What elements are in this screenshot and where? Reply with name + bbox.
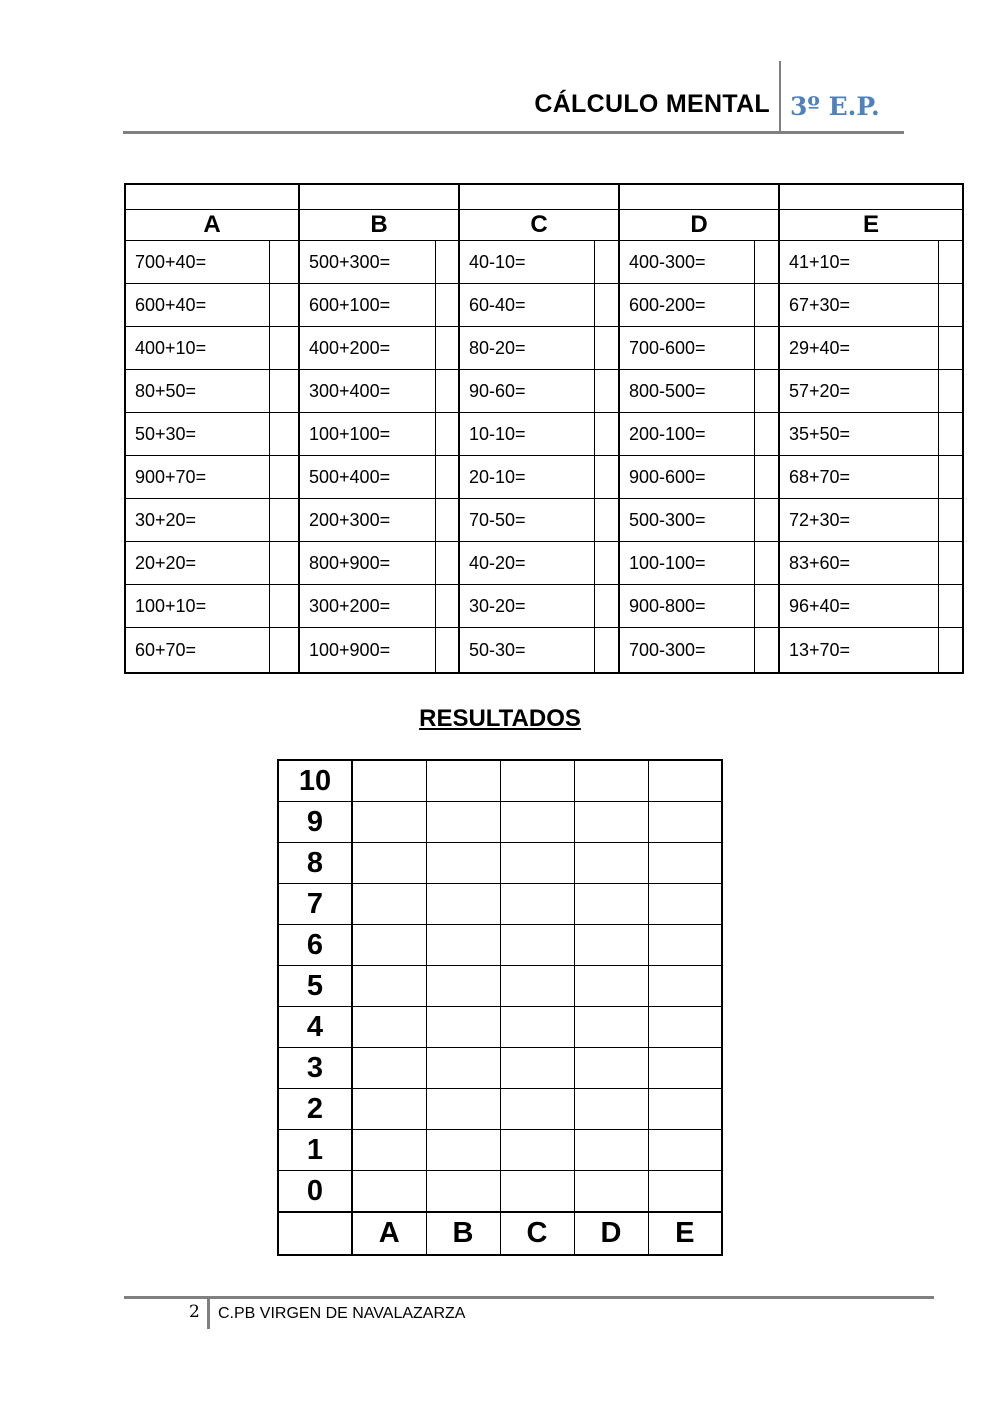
result-cell[interactable] — [352, 1130, 426, 1171]
column-header-d: D — [619, 210, 779, 241]
table-row — [125, 628, 963, 674]
score-row — [278, 966, 722, 1007]
table-row — [125, 585, 963, 628]
operation-cell: 30-20= — [459, 585, 594, 628]
table-row — [125, 327, 963, 370]
operation-cell: 700+40= — [125, 241, 269, 284]
score-label: 3 — [278, 1048, 352, 1089]
result-cell[interactable] — [574, 843, 648, 884]
table-row — [125, 370, 963, 413]
table-row — [125, 542, 963, 585]
answer-box[interactable] — [594, 413, 619, 456]
result-cell[interactable] — [574, 1089, 648, 1130]
answer-box[interactable] — [269, 499, 299, 542]
operation-cell: 800-500= — [619, 370, 754, 413]
operation-cell: 100+10= — [125, 585, 269, 628]
results-column-e: E — [648, 1212, 722, 1255]
result-cell[interactable] — [426, 1171, 500, 1213]
result-cell[interactable] — [648, 1007, 722, 1048]
result-cell[interactable] — [352, 966, 426, 1007]
answer-box[interactable] — [754, 327, 779, 370]
column-header-row — [125, 210, 963, 241]
result-cell[interactable] — [500, 1130, 574, 1171]
score-row — [278, 1130, 722, 1171]
score-label: 9 — [278, 802, 352, 843]
table-row — [125, 284, 963, 327]
result-cell[interactable] — [574, 1007, 648, 1048]
score-label: 1 — [278, 1130, 352, 1171]
result-cell[interactable] — [648, 925, 722, 966]
column-header-b: B — [299, 210, 459, 241]
answer-box[interactable] — [435, 284, 459, 327]
result-cell[interactable] — [648, 884, 722, 925]
answer-box[interactable] — [938, 370, 963, 413]
result-cell[interactable] — [426, 966, 500, 1007]
answer-box[interactable] — [269, 413, 299, 456]
page-title: CÁLCULO MENTAL — [534, 90, 770, 118]
answer-box[interactable] — [938, 327, 963, 370]
answer-box[interactable] — [938, 542, 963, 585]
result-cell[interactable] — [352, 1089, 426, 1130]
result-cell[interactable] — [648, 760, 722, 802]
answer-box[interactable] — [269, 241, 299, 284]
column-header-e: E — [779, 210, 963, 241]
answer-box[interactable] — [594, 327, 619, 370]
operation-cell: 80-20= — [459, 327, 594, 370]
operation-cell: 300+400= — [299, 370, 435, 413]
result-cell[interactable] — [500, 884, 574, 925]
score-row — [278, 802, 722, 843]
answer-box[interactable] — [754, 413, 779, 456]
page-number: 2 — [189, 1302, 200, 1322]
operation-cell: 300+200= — [299, 585, 435, 628]
result-cell[interactable] — [500, 1089, 574, 1130]
answer-box[interactable] — [594, 542, 619, 585]
operation-cell: 96+40= — [779, 585, 938, 628]
answer-box[interactable] — [594, 284, 619, 327]
operation-cell: 400+10= — [125, 327, 269, 370]
operation-cell: 100-100= — [619, 542, 754, 585]
result-cell[interactable] — [500, 1007, 574, 1048]
result-cell[interactable] — [648, 966, 722, 1007]
result-cell[interactable] — [352, 1048, 426, 1089]
table-row — [125, 241, 963, 284]
answer-box[interactable] — [938, 585, 963, 628]
results-column-b: B — [426, 1212, 500, 1255]
operation-cell: 90-60= — [459, 370, 594, 413]
answer-box[interactable] — [938, 284, 963, 327]
answer-box[interactable] — [435, 327, 459, 370]
results-column-a: A — [352, 1212, 426, 1255]
result-cell[interactable] — [426, 925, 500, 966]
score-label: 2 — [278, 1089, 352, 1130]
result-cell[interactable] — [574, 925, 648, 966]
answer-box[interactable] — [754, 585, 779, 628]
answer-box[interactable] — [594, 456, 619, 499]
answer-box[interactable] — [435, 499, 459, 542]
operation-cell: 200+300= — [299, 499, 435, 542]
results-table — [277, 759, 723, 1256]
answer-box[interactable] — [269, 370, 299, 413]
answer-box[interactable] — [269, 585, 299, 628]
result-cell[interactable] — [426, 802, 500, 843]
corner-cell — [278, 1212, 352, 1255]
result-cell[interactable] — [352, 1171, 426, 1213]
result-cell[interactable] — [648, 843, 722, 884]
score-label: 8 — [278, 843, 352, 884]
table-row — [125, 499, 963, 542]
operation-cell: 100+900= — [299, 628, 435, 674]
score-row — [278, 843, 722, 884]
answer-box[interactable] — [269, 284, 299, 327]
score-label: 0 — [278, 1171, 352, 1213]
result-cell[interactable] — [352, 760, 426, 802]
operation-cell: 41+10= — [779, 241, 938, 284]
school-name: C.PB VIRGEN DE NAVALAZARZA — [218, 1305, 466, 1322]
answer-box[interactable] — [435, 585, 459, 628]
answer-box[interactable] — [594, 585, 619, 628]
operation-cell: 83+60= — [779, 542, 938, 585]
result-cell[interactable] — [574, 884, 648, 925]
result-cell[interactable] — [574, 966, 648, 1007]
answer-box[interactable] — [754, 456, 779, 499]
column-header-a: A — [125, 210, 299, 241]
answer-box[interactable] — [754, 370, 779, 413]
results-title: RESULTADOS — [419, 705, 581, 732]
result-cell[interactable] — [352, 884, 426, 925]
result-cell[interactable] — [500, 966, 574, 1007]
result-cell[interactable] — [352, 802, 426, 843]
score-row — [278, 884, 722, 925]
result-cell[interactable] — [352, 1007, 426, 1048]
operation-cell: 200-100= — [619, 413, 754, 456]
answer-box[interactable] — [269, 456, 299, 499]
score-label: 7 — [278, 884, 352, 925]
score-label: 5 — [278, 966, 352, 1007]
answer-box[interactable] — [594, 370, 619, 413]
operation-cell: 20+20= — [125, 542, 269, 585]
operation-cell: 900+70= — [125, 456, 269, 499]
answer-box[interactable] — [594, 241, 619, 284]
calculation-table — [124, 183, 964, 674]
operation-cell: 700-300= — [619, 628, 754, 674]
answer-box[interactable] — [269, 542, 299, 585]
table-row — [125, 413, 963, 456]
score-label: 10 — [278, 760, 352, 802]
operation-cell: 57+20= — [779, 370, 938, 413]
result-cell[interactable] — [500, 802, 574, 843]
operation-cell: 700-600= — [619, 327, 754, 370]
result-cell[interactable] — [500, 1048, 574, 1089]
column-header-c: C — [459, 210, 619, 241]
header-rule — [123, 131, 904, 134]
operation-cell: 900-600= — [619, 456, 754, 499]
result-cell[interactable] — [500, 760, 574, 802]
result-cell[interactable] — [574, 1048, 648, 1089]
operation-cell: 100+100= — [299, 413, 435, 456]
result-cell[interactable] — [426, 1130, 500, 1171]
operation-cell: 60-40= — [459, 284, 594, 327]
score-label: 4 — [278, 1007, 352, 1048]
result-cell[interactable] — [648, 1089, 722, 1130]
operation-cell: 600-200= — [619, 284, 754, 327]
answer-box[interactable] — [754, 241, 779, 284]
footer-rule — [124, 1296, 934, 1299]
operation-cell: 50+30= — [125, 413, 269, 456]
answer-box[interactable] — [435, 413, 459, 456]
answer-box[interactable] — [269, 327, 299, 370]
operation-cell: 40-10= — [459, 241, 594, 284]
answer-box[interactable] — [435, 370, 459, 413]
score-row — [278, 1171, 722, 1213]
answer-box[interactable] — [269, 628, 299, 674]
answer-box[interactable] — [435, 456, 459, 499]
answer-box[interactable] — [594, 628, 619, 674]
result-cell[interactable] — [500, 843, 574, 884]
results-column-c: C — [500, 1212, 574, 1255]
operation-cell: 80+50= — [125, 370, 269, 413]
answer-box[interactable] — [754, 284, 779, 327]
operation-cell: 72+30= — [779, 499, 938, 542]
score-label: 6 — [278, 925, 352, 966]
result-cell[interactable] — [500, 925, 574, 966]
result-cell[interactable] — [574, 1171, 648, 1213]
answer-box[interactable] — [938, 628, 963, 674]
answer-box[interactable] — [435, 241, 459, 284]
grade-label: 3º E.P. — [790, 92, 880, 121]
operation-cell: 20-10= — [459, 456, 594, 499]
operation-cell: 900-800= — [619, 585, 754, 628]
table-row — [125, 456, 963, 499]
answer-box[interactable] — [938, 413, 963, 456]
operation-cell: 500+300= — [299, 241, 435, 284]
operation-cell: 10-10= — [459, 413, 594, 456]
operation-cell: 30+20= — [125, 499, 269, 542]
operation-cell: 600+40= — [125, 284, 269, 327]
footer-divider — [207, 1299, 210, 1329]
results-column-d: D — [574, 1212, 648, 1255]
answer-box[interactable] — [594, 499, 619, 542]
operation-cell: 600+100= — [299, 284, 435, 327]
operation-cell: 29+40= — [779, 327, 938, 370]
header-divider — [779, 61, 781, 134]
result-cell[interactable] — [574, 1130, 648, 1171]
operation-cell: 35+50= — [779, 413, 938, 456]
operation-cell: 800+900= — [299, 542, 435, 585]
result-cell[interactable] — [426, 1007, 500, 1048]
answer-box[interactable] — [754, 628, 779, 674]
result-cell[interactable] — [426, 843, 500, 884]
result-cell[interactable] — [352, 843, 426, 884]
answer-box[interactable] — [754, 542, 779, 585]
score-row — [278, 1089, 722, 1130]
result-cell[interactable] — [500, 1171, 574, 1213]
column-label-row — [278, 1212, 722, 1255]
score-row — [278, 1048, 722, 1089]
answer-box[interactable] — [938, 456, 963, 499]
result-cell[interactable] — [426, 760, 500, 802]
result-cell[interactable] — [574, 802, 648, 843]
answer-box[interactable] — [938, 499, 963, 542]
answer-box[interactable] — [435, 542, 459, 585]
result-cell[interactable] — [352, 925, 426, 966]
operation-cell: 68+70= — [779, 456, 938, 499]
result-cell[interactable] — [426, 1048, 500, 1089]
result-cell[interactable] — [648, 1048, 722, 1089]
operation-cell: 500+400= — [299, 456, 435, 499]
result-cell[interactable] — [648, 1171, 722, 1213]
score-row — [278, 760, 722, 802]
operation-cell: 400-300= — [619, 241, 754, 284]
operation-cell: 67+30= — [779, 284, 938, 327]
answer-box[interactable] — [435, 628, 459, 674]
table-top-spacer — [125, 184, 963, 210]
score-row — [278, 925, 722, 966]
score-row — [278, 1007, 722, 1048]
operation-cell: 60+70= — [135, 639, 197, 660]
operation-cell: 50-30= — [459, 628, 594, 674]
result-cell[interactable] — [426, 1089, 500, 1130]
result-cell[interactable] — [648, 802, 722, 843]
answer-box[interactable] — [938, 241, 963, 284]
operation-cell: 13+70= — [779, 628, 938, 674]
operation-cell: 40-20= — [459, 542, 594, 585]
operation-cell: 70-50= — [459, 499, 594, 542]
result-cell[interactable] — [426, 884, 500, 925]
result-cell[interactable] — [574, 760, 648, 802]
answer-box[interactable] — [754, 499, 779, 542]
operation-cell: 500-300= — [619, 499, 754, 542]
operation-cell: 400+200= — [299, 327, 435, 370]
result-cell[interactable] — [648, 1130, 722, 1171]
